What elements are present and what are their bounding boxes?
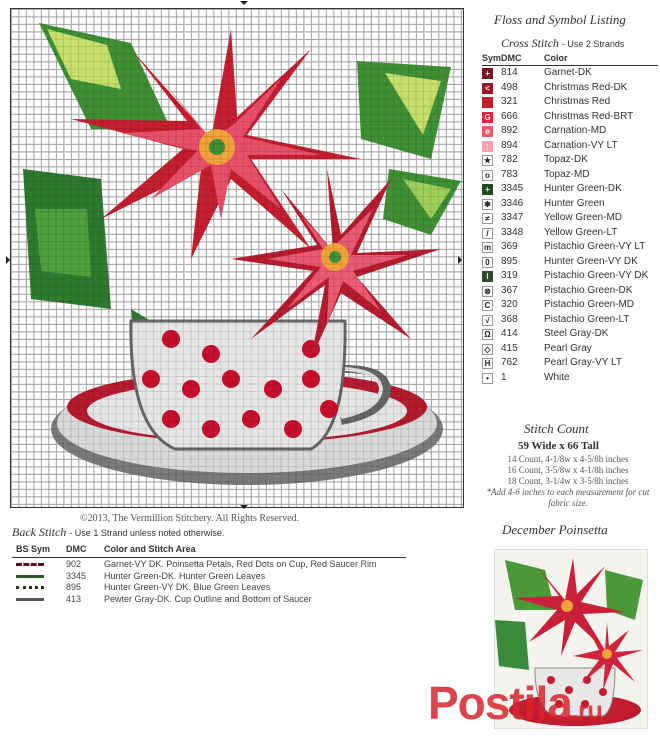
dmc-number: 3348	[501, 226, 524, 238]
back-stitch-desc: Pewter Gray-DK. Cup Outline and Bottom of Saucer	[104, 593, 312, 604]
back-stitch-line-symbol	[16, 575, 44, 581]
stitch-size: 59 Wide x 66 Tall	[518, 440, 599, 452]
dmc-number: 894	[501, 139, 518, 151]
dmc-number: 895	[501, 255, 518, 267]
back-stitch-line-symbol	[16, 563, 44, 569]
back-header-sym: BS Sym	[16, 544, 51, 554]
back-stitch-row	[12, 571, 412, 583]
back-header-dmc: DMC	[66, 544, 87, 554]
pattern-artwork	[11, 9, 463, 507]
dmc-number: 762	[501, 357, 518, 368]
dmc-number: 666	[501, 110, 518, 122]
back-stitch-dmc: 3345	[66, 570, 87, 581]
legend-row	[482, 357, 658, 372]
color-name: Topaz-DK	[544, 154, 588, 165]
color-name: Pistachio Green-VY DK	[544, 270, 649, 281]
symbol-swatch: ⊗	[482, 286, 493, 297]
symbol-swatch: ≠	[482, 213, 493, 224]
color-name: Yellow Green-MD	[544, 212, 622, 223]
symbol-swatch: ✱	[482, 199, 493, 210]
legend-row	[482, 169, 658, 184]
cross-stitch-note: - Use 2 Strands	[561, 39, 625, 49]
color-name: Carnation-VY LT	[544, 139, 618, 151]
symbol-swatch: Ω	[482, 329, 493, 340]
color-name: Pearl Gray	[544, 342, 592, 354]
color-name: Hunter Green-VY DK	[544, 255, 638, 267]
legend-row	[482, 285, 658, 300]
symbol-swatch: +	[482, 184, 493, 195]
legend-header-dmc: DMC	[501, 53, 522, 63]
legend-row	[482, 111, 658, 126]
dmc-number: 319	[501, 270, 518, 281]
dmc-number: 320	[501, 299, 518, 310]
dmc-number: 3347	[501, 212, 524, 223]
legend-row	[482, 140, 658, 155]
color-name: Pistachio Green-DK	[544, 284, 633, 296]
dmc-number: 814	[501, 67, 518, 78]
symbol-swatch	[482, 97, 493, 108]
watermark-suffix: .ru	[571, 695, 603, 725]
cross-stitch-label: Cross Stitch	[501, 36, 559, 50]
dmc-number: 321	[501, 96, 518, 107]
dmc-number: 498	[501, 81, 518, 93]
symbol-swatch: :	[482, 141, 493, 152]
color-name: Hunter Green-DK	[544, 183, 622, 194]
legend-header-color: Color	[544, 53, 568, 63]
symbol-swatch: 0	[482, 257, 493, 268]
stitch-count-title: Stitch Count	[524, 421, 589, 436]
legend-row	[482, 198, 658, 213]
dmc-number: 369	[501, 241, 518, 252]
symbol-swatch: H	[482, 358, 493, 369]
legend-row	[482, 328, 658, 343]
color-name: Steel Gray-DK	[544, 328, 609, 339]
dmc-number: 367	[501, 284, 518, 296]
back-stitch-divider	[12, 557, 406, 558]
legend-row	[482, 183, 658, 198]
back-stitch-list	[12, 559, 412, 605]
symbol-swatch: •	[482, 373, 493, 384]
back-stitch-row	[12, 594, 412, 606]
back-stitch-desc: Garnet-VY DK. Poinsetta Petals, Red Dots on Cup, Red Saucer Rim	[104, 559, 377, 569]
center-arrow-right	[458, 256, 466, 264]
symbol-swatch: o	[482, 170, 493, 181]
symbol-swatch: ◇	[482, 344, 493, 355]
legend-row	[482, 67, 658, 82]
legend-divider	[482, 65, 658, 66]
symbol-swatch: e	[482, 126, 493, 137]
floss-title: Floss and Symbol Listing	[494, 12, 626, 27]
preview-title: December Poinsetta	[502, 522, 608, 537]
legend-row	[482, 212, 658, 227]
legend-row	[482, 314, 658, 329]
dmc-number: 414	[501, 328, 518, 339]
color-name: Christmas Red	[544, 96, 611, 107]
color-name: Christmas Red-BRT	[544, 110, 634, 122]
dmc-number: 1	[501, 371, 507, 383]
dmc-number: 415	[501, 342, 518, 354]
color-name: Yellow Green-LT	[544, 226, 618, 238]
center-arrow-bottom	[240, 505, 248, 513]
dmc-number: 368	[501, 313, 518, 325]
back-stitch-desc: Hunter Green-DK. Hunter Green Leaves	[104, 570, 266, 581]
center-arrow-top	[240, 1, 248, 9]
back-stitch-row	[12, 582, 412, 594]
dmc-number: 782	[501, 154, 518, 165]
back-stitch-row	[12, 559, 412, 571]
watermark-logo	[428, 676, 602, 730]
legend-row	[482, 241, 658, 256]
legend-row	[482, 154, 658, 169]
center-arrow-left	[6, 256, 14, 264]
copyright-text: ©2013, The Vermillion Stitchery. All Rights Reserved.	[80, 513, 300, 524]
color-name: White	[544, 371, 570, 383]
back-stitch-dmc: 902	[66, 559, 82, 569]
dmc-number: 783	[501, 168, 518, 180]
color-name: Hunter Green	[544, 197, 605, 209]
back-stitch-line-symbol	[16, 598, 44, 604]
count-16: 16 Count, 3-5/8w x 4-1/8h inches	[507, 465, 629, 475]
dmc-number: 892	[501, 125, 518, 136]
legend-row	[482, 372, 658, 387]
count-14: 14 Count, 4-1/8w x 4-5/8h inches	[507, 454, 629, 464]
back-stitch-label: Back Stitch	[12, 525, 67, 539]
legend-row	[482, 270, 658, 285]
legend-row	[482, 256, 658, 271]
symbol-swatch: G	[482, 112, 493, 123]
legend-row	[482, 82, 658, 97]
legend-row	[482, 125, 658, 140]
legend-row	[482, 343, 658, 358]
legend-header-sym: Sym	[482, 53, 502, 63]
cross-stitch-title	[501, 36, 624, 51]
back-header-area: Color and Stitch Area	[104, 544, 196, 554]
symbol-swatch: m	[483, 243, 492, 252]
back-stitch-note: - Use 1 Strand unless noted otherwise.	[69, 528, 225, 538]
color-name: Pistachio Green-MD	[544, 299, 635, 310]
legend-row	[482, 96, 658, 111]
dmc-number: 3345	[501, 183, 524, 194]
back-stitch-desc: Hunter Green-VY DK. Blue Green Leaves	[104, 582, 271, 592]
watermark-text: Postila	[428, 677, 572, 729]
symbol-swatch: <	[482, 83, 493, 94]
color-name: Pearl Gray-VY LT	[544, 357, 622, 368]
symbol-swatch: √	[482, 315, 493, 326]
color-name: Pistachio Green-LT	[544, 313, 630, 325]
floss-legend	[482, 67, 658, 386]
color-name: Carnation-MD	[544, 125, 607, 136]
pattern-chart	[10, 8, 464, 508]
legend-row	[482, 227, 658, 242]
color-name: Topaz-MD	[544, 168, 590, 180]
back-stitch-line-symbol	[16, 586, 44, 592]
color-name: Christmas Red-DK	[544, 81, 628, 93]
color-name: Garnet-DK	[544, 67, 592, 78]
symbol-swatch: ★	[483, 156, 492, 165]
symbol-swatch: C	[482, 300, 493, 311]
back-stitch-dmc: 413	[66, 593, 82, 604]
symbol-swatch: I	[482, 271, 493, 282]
back-stitch-dmc: 895	[66, 582, 82, 592]
symbol-swatch: +	[482, 68, 493, 79]
fabric-counts	[476, 454, 660, 509]
count-18: 18 Count, 3-1/4w x 3-5/8h inches	[507, 476, 629, 486]
dmc-number: 3346	[501, 197, 524, 209]
color-name: Pistachio Green-VY LT	[544, 241, 646, 252]
fabric-note: *Add 4-6 inches to each measurement for cut fabric size.	[486, 487, 650, 508]
back-stitch-title	[12, 525, 224, 540]
symbol-swatch: /	[482, 228, 493, 239]
legend-row	[482, 299, 658, 314]
